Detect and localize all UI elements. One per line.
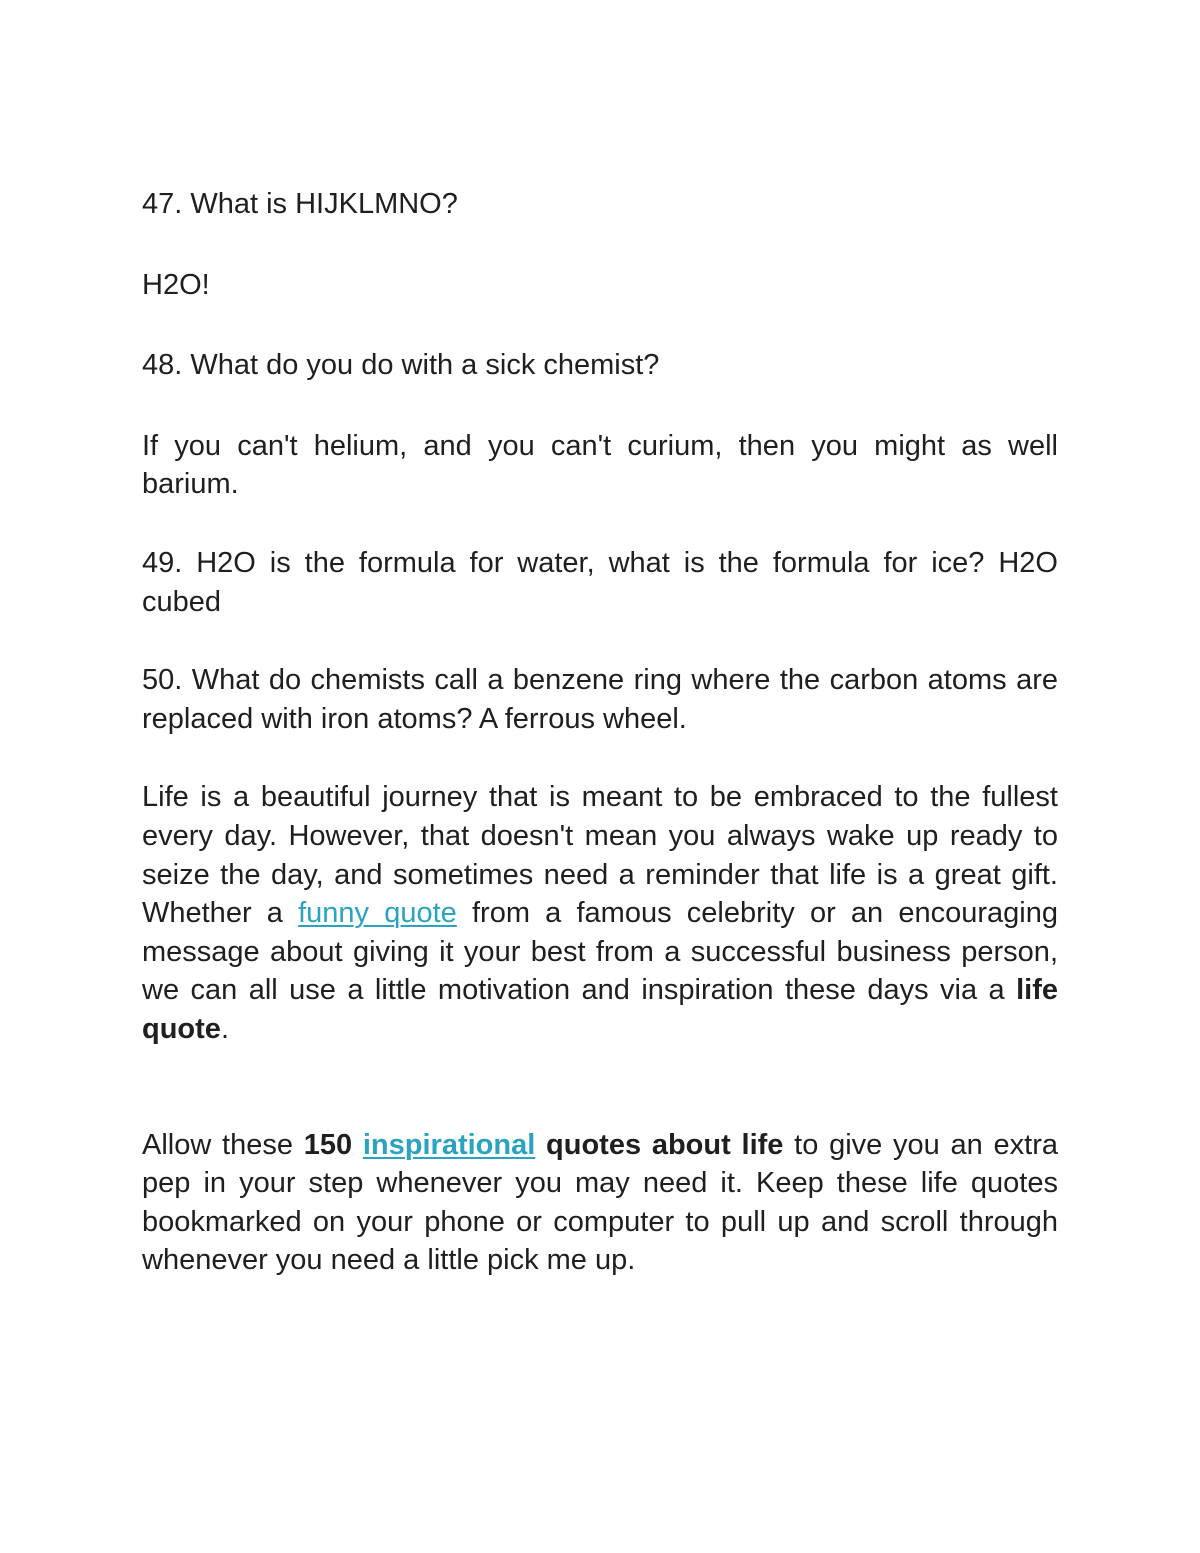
inspirational-link[interactable]: inspirational <box>362 1128 536 1161</box>
paragraph-space <box>352 1129 363 1161</box>
paragraph-text: from a famous celebrity or an encouraging message about giving it your best from a successful business person, we can all use a little motivation and inspiration these days via a <box>142 897 1058 1007</box>
paragraph-text: . <box>220 1012 229 1045</box>
quotes-about-life-bold: quotes about life <box>535 1128 784 1161</box>
funny-quote-link[interactable]: funny quote <box>298 897 457 930</box>
inspirational-quotes-paragraph <box>142 1126 1058 1280</box>
life-journey-paragraph <box>142 778 1058 1048</box>
question-50: 50. What do chemists call a benzene ring where the carbon atoms are replaced with iron atoms? A ferrous wheel. <box>142 664 1058 735</box>
question-49: 49. H2O is the formula for water, what is the formula for ice? H2O cubed <box>142 546 1058 618</box>
paragraph-text: Life is a beautiful journey that is meant to be embraced to the fullest every day. However, that doesn't mean you always wake up ready to seize the day, and sometimes need a reminder that life is a great gift. Whether a <box>142 781 1058 930</box>
paragraph-text: Allow these <box>142 1128 304 1161</box>
answer-47: H2O! <box>142 268 210 301</box>
question-47: 47. What is HIJKLMNO? <box>142 188 458 220</box>
count-150-bold: 150 <box>303 1128 353 1161</box>
document-body <box>142 185 1058 1280</box>
question-48: 48. What do you do with a sick chemist? <box>142 349 660 382</box>
answer-48: If you can't helium, and you can't curium, then you might as well barium. <box>142 429 1058 501</box>
life-quote-bold: life quote <box>142 974 1058 1045</box>
paragraph-text: to give you an extra pep in your step whenever you may need it. Keep these life quotes bookmarked on your phone or computer to pull up and scroll through whenever you need a little pick me up. <box>142 1128 1059 1277</box>
